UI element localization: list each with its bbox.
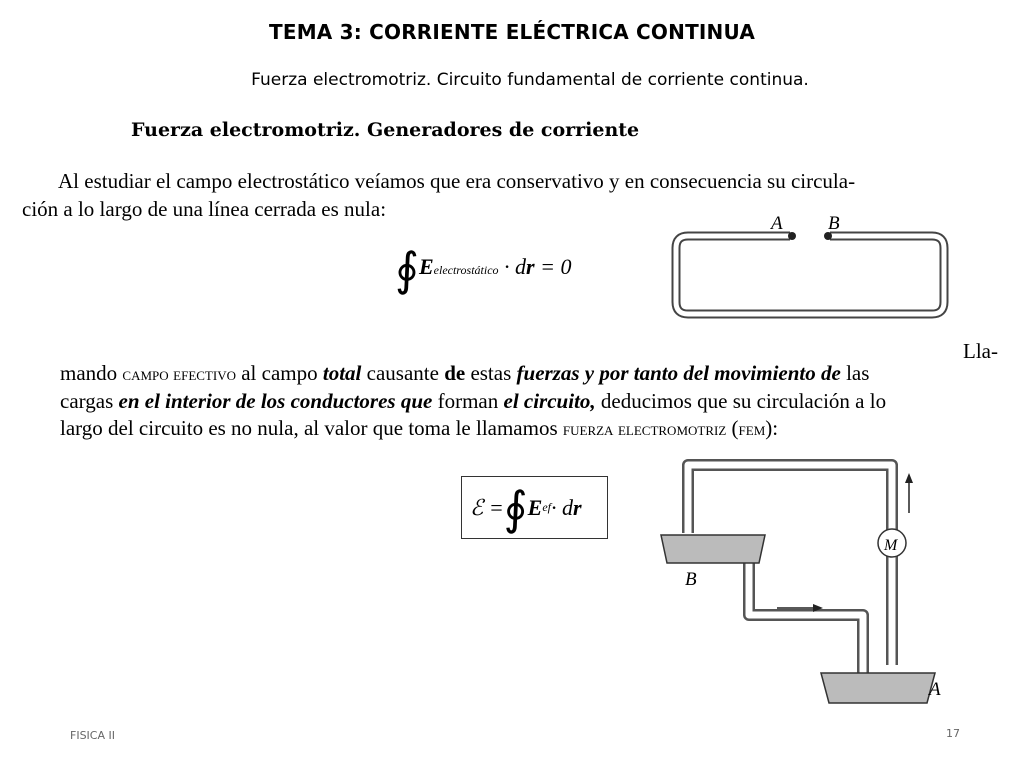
formula-equals-zero: = 0	[534, 254, 572, 280]
formula-dot-d: · d	[498, 254, 527, 280]
footer-course: FISICA II	[70, 729, 115, 742]
field-symbol: E	[418, 254, 434, 280]
field-subscript: ef	[542, 500, 551, 514]
pump-m-label: M	[884, 537, 898, 554]
emf-lhs: ℰ =	[470, 494, 504, 520]
section-heading: Fuerza electromotriz. Generadores de corriente	[131, 119, 640, 141]
tank-b-label: B	[685, 569, 697, 590]
vector-r: r	[526, 254, 535, 280]
paragraph-line: largo del circuito es no nula, al valor que toma le llamamos fuerza electromotriz (fem):	[60, 416, 779, 440]
closed-integral-symbol: ∮	[395, 244, 419, 295]
tank-a-label: A	[929, 679, 941, 700]
open-circuit-diagram	[660, 210, 950, 320]
slide-subtitle: Fuerza electromotriz. Circuito fundamental de corriente continua.	[251, 70, 809, 90]
slide-title: TEMA 3: CORRIENTE ELÉCTRICA CONTINUA	[268, 20, 755, 44]
paragraph-line: mando campo efectivo al campo total causante de estas fuerzas y por tanto del movimiento de las	[60, 361, 870, 385]
hydraulic-analogy-diagram	[655, 455, 975, 705]
paragraph-effective-field	[60, 360, 1005, 443]
field-subscript: electrostático	[433, 263, 499, 278]
paragraph-line: cargas en el interior de los conductores que forman el circuito, deducimos que su circulación a lo	[60, 389, 887, 413]
formula-emf-box	[461, 476, 608, 539]
terminal-b-label: B	[828, 213, 840, 234]
vector-r: r	[573, 494, 582, 520]
formula-electrostatic-circulation	[395, 242, 571, 296]
paragraph-line: Al estudiar el campo electrostático veíamos que era conservativo y en consecuencia su circula-	[58, 169, 856, 193]
terminal-a-label: A	[771, 213, 783, 234]
paragraph-hyphen-start: Lla-	[963, 339, 998, 363]
closed-integral-symbol: ∮	[503, 482, 528, 534]
paragraph-line: ción a lo largo de una línea cerrada es nula:	[22, 197, 387, 221]
formula-dot-d: · d	[551, 494, 573, 520]
field-symbol: E	[527, 494, 543, 520]
page-number: 17	[946, 727, 960, 740]
